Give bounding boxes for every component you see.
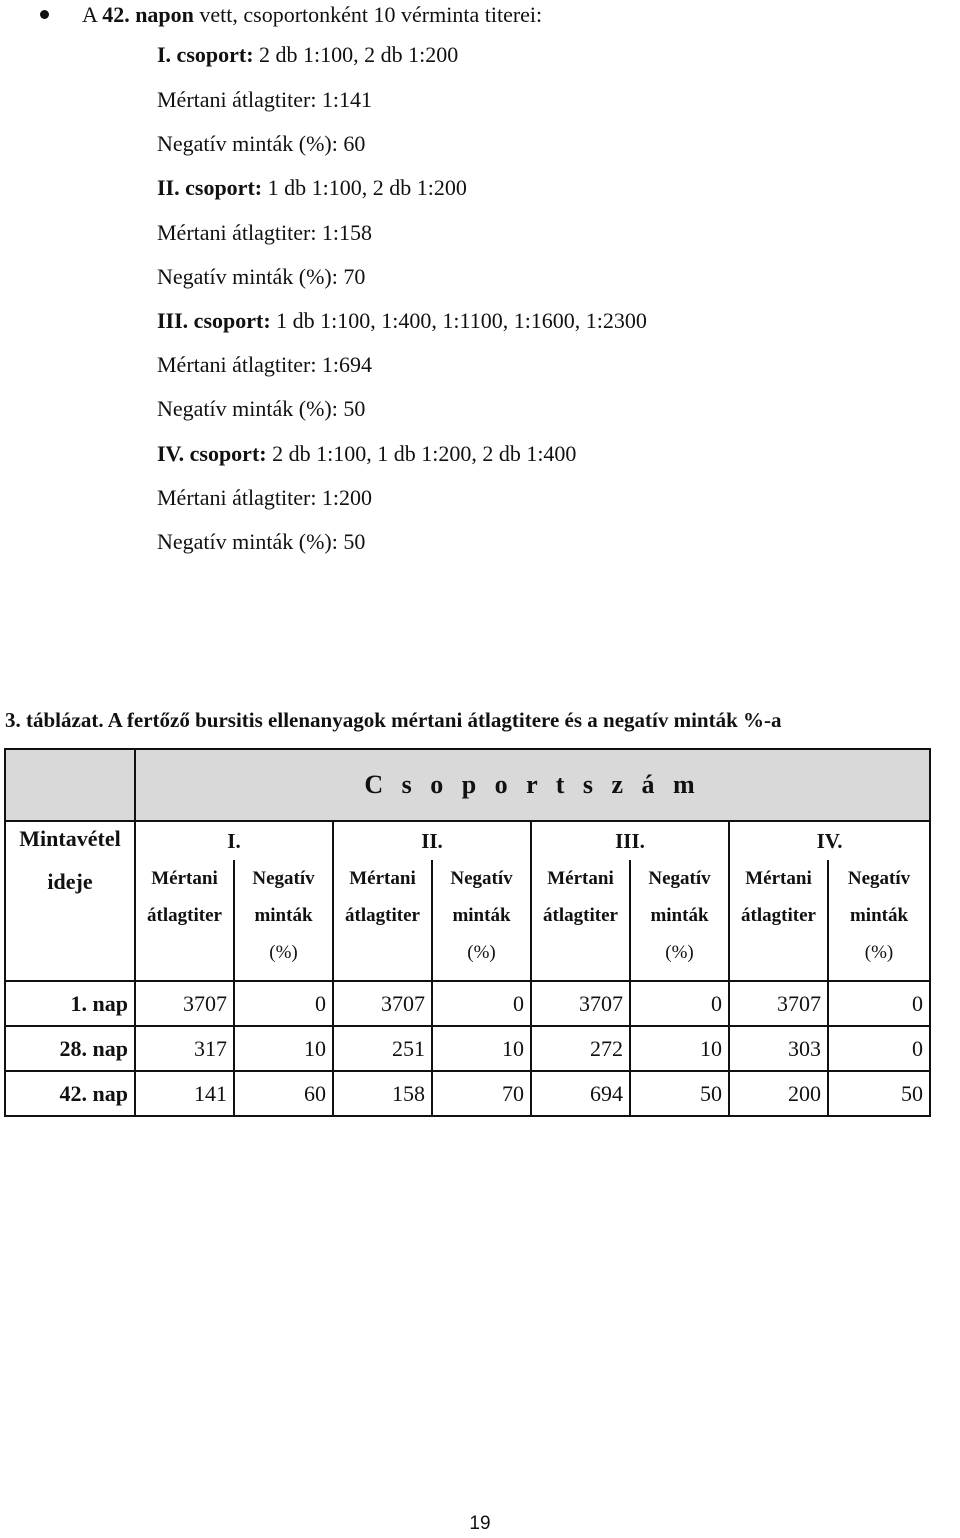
subheader-mean-2: Mértani átlagtiter [333, 860, 432, 981]
cell-value: 50 [828, 1071, 930, 1116]
table-corner [5, 749, 135, 821]
group-header-4: IV. [729, 821, 930, 860]
cell-value: 251 [333, 1026, 432, 1071]
cell-value: 10 [630, 1026, 729, 1071]
cell-value: 317 [135, 1026, 234, 1071]
cell-value: 0 [432, 981, 531, 1026]
subheader-neg-2: Negatív minták (%) [432, 860, 531, 981]
subheader-neg-4: Negatív minták (%) [828, 860, 930, 981]
cell-value: 0 [828, 1026, 930, 1071]
subheader-mean-1: Mértani átlagtiter [135, 860, 234, 981]
table-row [5, 1026, 930, 1071]
group-2-samples: II. csoport: 1 db 1:100, 2 db 1:200 [157, 175, 467, 200]
cell-value: 3707 [333, 981, 432, 1026]
cell-value: 60 [234, 1071, 333, 1116]
table-caption: 3. táblázat. A fertőző bursitis ellenanyagok mértani átlagtitere és a negatív minták %-a [5, 708, 782, 732]
table-row [5, 981, 930, 1026]
group-header-1: I. [135, 821, 333, 860]
group-2-mean: Mértani átlagtiter: 1:158 [157, 220, 373, 245]
group-3-negative: Negatív minták (%): 50 [157, 396, 366, 421]
cell-value: 141 [135, 1071, 234, 1116]
row-header-line-2: ideje [47, 869, 93, 894]
page-number: 19 [469, 1513, 491, 1534]
cell-value: 70 [432, 1071, 531, 1116]
bullet-text: A 42. napon vett, csoportonként 10 vérminta titerei: [82, 2, 543, 27]
cell-value: 0 [630, 981, 729, 1026]
subheader-neg-1: Negatív minták (%) [234, 860, 333, 981]
cell-value: 0 [234, 981, 333, 1026]
cell-value: 3707 [729, 981, 828, 1026]
group-3-mean: Mértani átlagtiter: 1:694 [157, 352, 373, 377]
group-4-mean: Mértani átlagtiter: 1:200 [157, 485, 373, 510]
group-2-negative: Negatív minták (%): 70 [157, 264, 366, 289]
table-title: C s o p o r t s z á m [135, 749, 930, 821]
subheader-mean-4: Mértani átlagtiter [729, 860, 828, 981]
cell-value: 50 [630, 1071, 729, 1116]
bullet-icon [40, 10, 49, 19]
cell-value: 10 [432, 1026, 531, 1071]
group-1-negative: Negatív minták (%): 60 [157, 131, 366, 156]
cell-value: 0 [828, 981, 930, 1026]
cell-value: 303 [729, 1026, 828, 1071]
results-table [4, 748, 931, 1117]
row-day: 1. nap [5, 981, 135, 1026]
table-row [5, 1071, 930, 1116]
group-4-negative: Negatív minták (%): 50 [157, 529, 366, 554]
row-day: 28. nap [5, 1026, 135, 1071]
row-day: 42. nap [5, 1071, 135, 1116]
subheader-mean-3: Mértani átlagtiter [531, 860, 630, 981]
group-3-samples: III. csoport: 1 db 1:100, 1:400, 1:1100, 1:1600, 1:2300 [157, 308, 647, 333]
cell-value: 272 [531, 1026, 630, 1071]
cell-value: 200 [729, 1071, 828, 1116]
group-4-samples: IV. csoport: 2 db 1:100, 1 db 1:200, 2 db 1:400 [157, 441, 577, 466]
subheader-neg-3: Negatív minták (%) [630, 860, 729, 981]
row-header-line-1: Mintavétel [19, 826, 121, 851]
cell-value: 694 [531, 1071, 630, 1116]
cell-value: 158 [333, 1071, 432, 1116]
row-header [5, 821, 135, 981]
group-header-3: III. [531, 821, 729, 860]
group-1-mean: Mértani átlagtiter: 1:141 [157, 87, 373, 112]
group-1-samples: I. csoport: 2 db 1:100, 2 db 1:200 [157, 42, 459, 67]
cell-value: 3707 [531, 981, 630, 1026]
group-header-2: II. [333, 821, 531, 860]
cell-value: 3707 [135, 981, 234, 1026]
cell-value: 10 [234, 1026, 333, 1071]
